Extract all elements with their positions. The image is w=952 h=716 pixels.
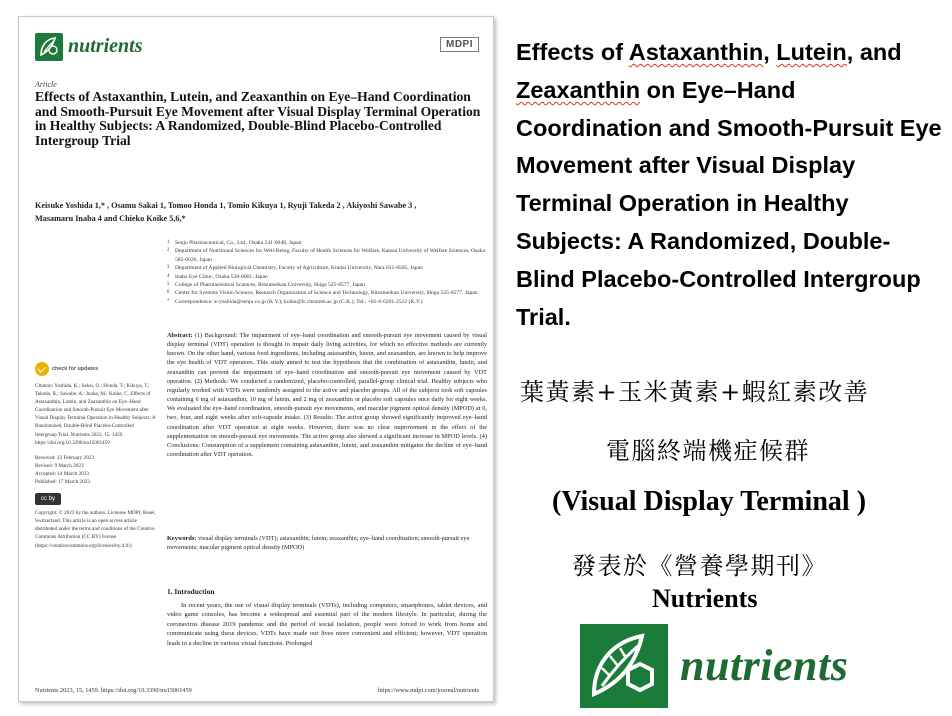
journal-label: Nutrients bbox=[652, 584, 758, 613]
journal-name: nutrients bbox=[68, 35, 143, 57]
citation: Citation: Yoshida, K.; Sakai, O.; Honda, T.; Kikuya, T.; Takeda, R.; Sawabe, A.; Inaba, M.; Koike, C. Effects of Astaxanthin, Lutein, and Zeaxanthin on Eye–Hand Coordination and Smooth-Pursuit Eye Movement after Visual Display Terminal Operation in Healthy Subjects: A Randomized, Double-Blind Placebo-Controlled Intergroup Trial. Nutrients 2023, 15, 1459. https://doi.org/10.3390/nu15061459 bbox=[35, 383, 156, 446]
affiliation-item: 3 Department of Applied Biological Chemistry, Faculty of Agriculture, Kindai University, Nara 631-8505, Japan bbox=[167, 265, 423, 272]
author-line-2: Masamaru Inaba 4 and Chieko Koike 5,6,* bbox=[35, 214, 186, 223]
keywords-text: visual display terminals (VDT); astaxanthin; lutein; zeaxanthin; eye–hand coordination; smooth-pursuit eye movements; macular pigment optical density (MPOD) bbox=[167, 535, 470, 552]
keywords bbox=[167, 534, 487, 552]
cc-license-icon: cc by bbox=[35, 493, 61, 505]
affiliation-item: 4 Inaba Eye Clinic, Osaka 530-0001, Japan bbox=[167, 273, 268, 280]
paper-sidebar bbox=[35, 362, 157, 557]
dates bbox=[35, 454, 157, 486]
author-list bbox=[35, 199, 481, 225]
accepted-date: Accepted: 14 March 2023 bbox=[35, 470, 90, 477]
publisher-logo: MDPI bbox=[440, 37, 479, 52]
abstract-label: Abstract: bbox=[167, 332, 193, 339]
affiliation-item: 1 Senju Pharmaceutical, Co., Ltd., Osaka 541-0048, Japan bbox=[167, 240, 302, 246]
journal-logo-icon bbox=[35, 33, 63, 61]
nutrients-wordmark: nutrients bbox=[680, 641, 849, 690]
paper-title: Effects of Astaxanthin, Lutein, and Zeaxanthin on Eye–Hand Coordination and Smooth-Pursuit Eye Movement after Visual Display Terminal Operation in Healthy Subjects: A Randomized, Double-Blind Placebo-Controlled Intergroup Trial bbox=[35, 89, 481, 148]
intro-text: In recent years, the use of visual display terminals (VDTs), including computers, smartphones, tablet devices, and video game consoles, has become a widespread and essential part of the modern lifestyle. In particular, during the coronavirus disease 2019 pandemic and the period of social isolation, people were forced to work from home and communicate using these devices. VDTs have made our lives more convenient and efficient; however, VDT operation leads to a decline in various visual functions. Prolonged bbox=[167, 602, 487, 647]
check-for-updates-badge: check for updates bbox=[35, 362, 157, 376]
vdt-label: (Visual Display Terminal ) bbox=[552, 486, 867, 517]
correspondence: * Correspondence: k-yoshida@senju.co.jp (K.Y.); koike@fc.ritsumei.ac.jp (C.K.); Tel.: +81-6-6201-2512 (K.Y.) bbox=[167, 298, 423, 305]
paper-footer-citation: Nutrients 2023, 15, 1459. https://doi.org/10.3390/nu15061459 bbox=[35, 687, 192, 694]
paper-page-image bbox=[18, 16, 494, 702]
title-part-astaxanthin: Astaxanthin bbox=[628, 39, 764, 65]
paper-header bbox=[35, 33, 479, 67]
check-icon bbox=[35, 362, 49, 376]
author-line-1: Keisuke Yoshida 1,* , Osamu Sakai 1, Tomoo Honda 1, Tomio Kikuya 1, Ryuji Takeda 2 , Akiyoshi Sawabe 3 , bbox=[35, 201, 417, 210]
title-part: Effects of bbox=[516, 39, 629, 65]
title-part: , and bbox=[846, 39, 902, 65]
title-part: , bbox=[763, 39, 777, 65]
published-in-label: 發表於《營養學期刊》 bbox=[572, 552, 827, 580]
paper-footer-url: https://www.mdpi.com/journal/nutrients bbox=[377, 687, 479, 694]
affiliation-item: 5 College of Pharmaceutical Sciences, Ritsumeikan University, Shiga 525-8577, Japan bbox=[167, 282, 365, 289]
title-part-zeaxanthin: Zeaxanthin bbox=[516, 76, 641, 103]
abstract bbox=[167, 331, 487, 459]
published-date: Published: 17 March 2023 bbox=[35, 479, 90, 486]
title-part: on Eye–Hand Coordination and Smooth-Pursuit Eye Movement after Visual Display Terminal Operation in Healthy Subjects: A Randomized, Double-Blind Placebo-Controlled Intergroup Trial. bbox=[516, 76, 942, 330]
nutrients-logo-icon bbox=[580, 624, 668, 708]
chinese-headline: 葉黃素+玉米黃素+蝦紅素改善 bbox=[520, 378, 870, 406]
chinese-subheadline: 電腦終端機症候群 bbox=[606, 437, 810, 465]
copyright: Copyright: © 2023 by the authors. Licensee MDPI, Basel, Switzerland. This article is an open access article distributed under the terms and conditions of the Creative Commons Attribution (CC BY) license (https://creativecommons.org/licenses/by/4.0/). bbox=[35, 510, 156, 549]
received-date: Received: 23 February 2023 bbox=[35, 454, 94, 461]
english-title bbox=[516, 34, 946, 336]
revised-date: Revised: 9 March 2023 bbox=[35, 462, 84, 469]
keywords-label: Keywords: bbox=[167, 535, 197, 542]
intro-heading: 1. Introduction bbox=[167, 587, 215, 596]
title-part-lutein: Lutein bbox=[776, 39, 847, 65]
affiliations bbox=[167, 239, 485, 306]
affiliation-item: 2 Department of Nutritional Sciences for Well-Being, Faculty of Health Sciences for Welfare, Kansai University of Welfare Sciences, Osaka 582-0026, Japan bbox=[167, 248, 485, 263]
article-type: Article bbox=[35, 80, 57, 89]
abstract-text: (1) Background: The impairment of eye–hand coordination and smooth-pursuit eye movement caused by visual display terminal (VDT) operation is thought to impair daily living activities, for which no effective methods are currently known. On the other hand, various food ingredients, including astaxanthin, lutein, and zeaxanthin, are known to help improve the eye health of VDT operators. This study aimed to test the hypothesis that the combination of astaxanthin, lutein, and zeaxanthin can prevent the impairment of eye–hand coordination and smooth-pursuit eye movement caused by VDT operation. (2) Methods: We conducted a randomized, placebo-controlled, parallel-group clinical trial. Healthy subjects who regularly worked with VDTs were randomly assigned to the active and placebo groups. All of the subjects took soft capsules containing 6 mg of astaxanthin, 10 mg of lutein, and 2 mg of zeaxanthin or placebo soft capsules once daily for eight weeks. We evaluated the eye–hand coordination, smooth-pursuit eye movements, and macular pigment optical density (MPOD) at 0, two, four, and eight weeks after soft-capsule intake. (3) Results: The active group showed significantly improved eye–hand coordination after VDT operation at eight weeks. However, there was no clear improvement in the effect of the supplementation on smooth-pursuit eye movements. The active group also showed a significant increase in MPOD levels. (4) Conclusions: Consumption of a supplement containing astaxanthin, lutein, and zeaxanthin mitigates the decline of eye–hand coordination after VDT operation. bbox=[167, 332, 487, 459]
affiliation-item: 6 Center for Systems Vision Science, Research Organization of Science and Technology, Ritsumeikan University, Shiga 525-8577, Japan bbox=[167, 290, 478, 297]
